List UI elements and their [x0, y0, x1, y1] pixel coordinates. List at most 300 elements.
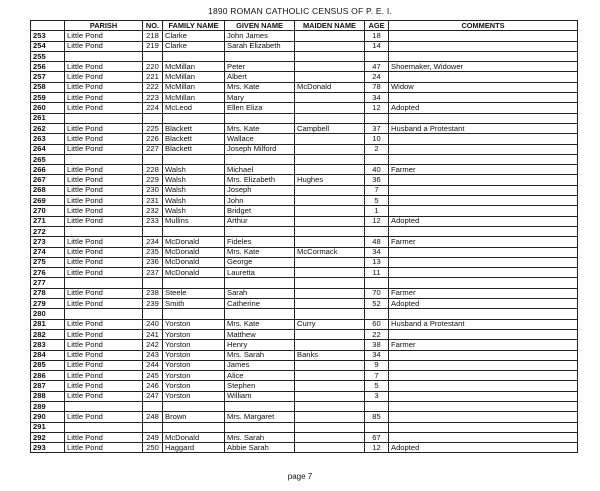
- table-row: [31, 371, 578, 381]
- family-name-cell: McLeod: [163, 103, 225, 113]
- table-row: [31, 309, 578, 319]
- comments-cell: [389, 278, 578, 288]
- family-name-cell: Brown: [163, 412, 225, 422]
- number-cell: 224: [143, 103, 163, 113]
- number-cell: 229: [143, 175, 163, 185]
- maiden-name-cell: [295, 412, 365, 422]
- number-cell: 241: [143, 329, 163, 339]
- number-cell: 248: [143, 412, 163, 422]
- age-cell: 5: [365, 381, 389, 391]
- given-name-cell: Henry: [225, 340, 295, 350]
- family-name-cell: [163, 226, 225, 236]
- number-cell: [143, 51, 163, 61]
- row-number-cell: 255: [31, 51, 65, 61]
- comments-cell: Adopted: [389, 443, 578, 453]
- comments-cell: Farmer: [389, 237, 578, 247]
- table-row: [31, 175, 578, 185]
- parish-cell: [65, 226, 143, 236]
- header-maiden-name: MAIDEN NAME: [295, 21, 365, 31]
- header-no: NO.: [143, 21, 163, 31]
- comments-cell: [389, 360, 578, 370]
- table-row: [31, 123, 578, 133]
- family-name-cell: McDonald: [163, 237, 225, 247]
- row-number-cell: 262: [31, 123, 65, 133]
- row-number-cell: 292: [31, 432, 65, 442]
- parish-cell: Little Pond: [65, 31, 143, 41]
- parish-cell: [65, 113, 143, 123]
- maiden-name-cell: [295, 329, 365, 339]
- age-cell: 1: [365, 206, 389, 216]
- row-number-cell: 280: [31, 309, 65, 319]
- table-row: [31, 288, 578, 298]
- comments-cell: [389, 309, 578, 319]
- header-row: [31, 21, 578, 31]
- age-cell: 78: [365, 82, 389, 92]
- row-number-cell: 291: [31, 422, 65, 432]
- row-number-cell: 265: [31, 154, 65, 164]
- family-name-cell: Yorston: [163, 391, 225, 401]
- given-name-cell: John James: [225, 31, 295, 41]
- given-name-cell: Joseph: [225, 185, 295, 195]
- given-name-cell: Mrs. Kate: [225, 319, 295, 329]
- given-name-cell: Sarah Elizabeth: [225, 41, 295, 51]
- maiden-name-cell: [295, 288, 365, 298]
- maiden-name-cell: McDonald: [295, 82, 365, 92]
- parish-cell: Little Pond: [65, 360, 143, 370]
- comments-cell: [389, 93, 578, 103]
- parish-cell: Little Pond: [65, 257, 143, 267]
- table-row: [31, 391, 578, 401]
- row-number-cell: 272: [31, 226, 65, 236]
- age-cell: 85: [365, 412, 389, 422]
- maiden-name-cell: McCormack: [295, 247, 365, 257]
- comments-cell: Adopted: [389, 103, 578, 113]
- given-name-cell: John: [225, 196, 295, 206]
- comments-cell: [389, 72, 578, 82]
- number-cell: 222: [143, 82, 163, 92]
- parish-cell: Little Pond: [65, 82, 143, 92]
- table-row: [31, 206, 578, 216]
- given-name-cell: Lauretta: [225, 268, 295, 278]
- given-name-cell: [225, 422, 295, 432]
- table-row: [31, 268, 578, 278]
- number-cell: 250: [143, 443, 163, 453]
- age-cell: 10: [365, 134, 389, 144]
- row-number-cell: 289: [31, 401, 65, 411]
- parish-cell: Little Pond: [65, 237, 143, 247]
- age-cell: 18: [365, 31, 389, 41]
- row-number-cell: 266: [31, 165, 65, 175]
- age-cell: 60: [365, 319, 389, 329]
- header-age: AGE: [365, 21, 389, 31]
- given-name-cell: James: [225, 360, 295, 370]
- given-name-cell: Michael: [225, 165, 295, 175]
- row-number-cell: 271: [31, 216, 65, 226]
- parish-cell: Little Pond: [65, 381, 143, 391]
- row-number-cell: 263: [31, 134, 65, 144]
- maiden-name-cell: [295, 371, 365, 381]
- maiden-name-cell: [295, 134, 365, 144]
- family-name-cell: McMillan: [163, 62, 225, 72]
- comments-cell: Husband a Protestant: [389, 319, 578, 329]
- family-name-cell: Smith: [163, 299, 225, 309]
- family-name-cell: Walsh: [163, 175, 225, 185]
- maiden-name-cell: [295, 185, 365, 195]
- given-name-cell: [225, 401, 295, 411]
- number-cell: 218: [143, 31, 163, 41]
- number-cell: [143, 154, 163, 164]
- maiden-name-cell: [295, 72, 365, 82]
- parish-cell: [65, 51, 143, 61]
- parish-cell: Little Pond: [65, 371, 143, 381]
- maiden-name-cell: [295, 299, 365, 309]
- parish-cell: Little Pond: [65, 93, 143, 103]
- age-cell: 24: [365, 72, 389, 82]
- table-row: [31, 144, 578, 154]
- given-name-cell: Peter: [225, 62, 295, 72]
- family-name-cell: Blackett: [163, 134, 225, 144]
- age-cell: [365, 422, 389, 432]
- parish-cell: Little Pond: [65, 103, 143, 113]
- maiden-name-cell: Curry: [295, 319, 365, 329]
- given-name-cell: [225, 113, 295, 123]
- maiden-name-cell: [295, 196, 365, 206]
- maiden-name-cell: [295, 93, 365, 103]
- age-cell: 7: [365, 185, 389, 195]
- family-name-cell: Haggard: [163, 443, 225, 453]
- age-cell: 34: [365, 93, 389, 103]
- comments-cell: Farmer: [389, 340, 578, 350]
- comments-cell: Shoemaker, Widower: [389, 62, 578, 72]
- parish-cell: Little Pond: [65, 134, 143, 144]
- table-body: [31, 31, 578, 453]
- number-cell: [143, 113, 163, 123]
- row-number-cell: 287: [31, 381, 65, 391]
- number-cell: 237: [143, 268, 163, 278]
- row-number-cell: 256: [31, 62, 65, 72]
- given-name-cell: Mrs. Kate: [225, 82, 295, 92]
- parish-cell: Little Pond: [65, 443, 143, 453]
- maiden-name-cell: [295, 154, 365, 164]
- parish-cell: Little Pond: [65, 165, 143, 175]
- age-cell: [365, 278, 389, 288]
- comments-cell: [389, 268, 578, 278]
- maiden-name-cell: [295, 391, 365, 401]
- age-cell: [365, 226, 389, 236]
- number-cell: 234: [143, 237, 163, 247]
- number-cell: 230: [143, 185, 163, 195]
- maiden-name-cell: [295, 216, 365, 226]
- family-name-cell: McMillan: [163, 72, 225, 82]
- comments-cell: [389, 196, 578, 206]
- age-cell: 22: [365, 329, 389, 339]
- number-cell: 227: [143, 144, 163, 154]
- table-row: [31, 401, 578, 411]
- table-row: [31, 226, 578, 236]
- row-number-cell: 279: [31, 299, 65, 309]
- parish-cell: Little Pond: [65, 268, 143, 278]
- maiden-name-cell: [295, 51, 365, 61]
- maiden-name-cell: Campbell: [295, 123, 365, 133]
- row-number-cell: 261: [31, 113, 65, 123]
- given-name-cell: Joseph Milford: [225, 144, 295, 154]
- age-cell: 3: [365, 391, 389, 401]
- maiden-name-cell: [295, 360, 365, 370]
- maiden-name-cell: [295, 31, 365, 41]
- number-cell: 219: [143, 41, 163, 51]
- parish-cell: Little Pond: [65, 432, 143, 442]
- parish-cell: Little Pond: [65, 62, 143, 72]
- number-cell: 226: [143, 134, 163, 144]
- row-number-cell: 259: [31, 93, 65, 103]
- parish-cell: Little Pond: [65, 144, 143, 154]
- family-name-cell: McDonald: [163, 257, 225, 267]
- given-name-cell: Mrs. Sarah: [225, 350, 295, 360]
- age-cell: 37: [365, 123, 389, 133]
- age-cell: 2: [365, 144, 389, 154]
- comments-cell: [389, 412, 578, 422]
- comments-cell: [389, 185, 578, 195]
- parish-cell: Little Pond: [65, 350, 143, 360]
- number-cell: 244: [143, 360, 163, 370]
- comments-cell: [389, 226, 578, 236]
- maiden-name-cell: [295, 401, 365, 411]
- given-name-cell: Matthew: [225, 329, 295, 339]
- parish-cell: Little Pond: [65, 185, 143, 195]
- number-cell: [143, 422, 163, 432]
- table-row: [31, 165, 578, 175]
- row-number-cell: 270: [31, 206, 65, 216]
- parish-cell: Little Pond: [65, 329, 143, 339]
- row-number-cell: 268: [31, 185, 65, 195]
- comments-cell: [389, 422, 578, 432]
- table-row: [31, 319, 578, 329]
- given-name-cell: Mary: [225, 93, 295, 103]
- age-cell: 52: [365, 299, 389, 309]
- parish-cell: Little Pond: [65, 247, 143, 257]
- table-row: [31, 154, 578, 164]
- age-cell: [365, 154, 389, 164]
- comments-cell: [389, 432, 578, 442]
- table-row: [31, 134, 578, 144]
- family-name-cell: Walsh: [163, 196, 225, 206]
- table-row: [31, 103, 578, 113]
- table-row: [31, 237, 578, 247]
- maiden-name-cell: [295, 103, 365, 113]
- maiden-name-cell: [295, 144, 365, 154]
- row-number-cell: 253: [31, 31, 65, 41]
- maiden-name-cell: [295, 432, 365, 442]
- family-name-cell: Walsh: [163, 165, 225, 175]
- row-number-cell: 273: [31, 237, 65, 247]
- parish-cell: Little Pond: [65, 340, 143, 350]
- maiden-name-cell: [295, 206, 365, 216]
- parish-cell: Little Pond: [65, 412, 143, 422]
- age-cell: [365, 113, 389, 123]
- family-name-cell: Yorston: [163, 360, 225, 370]
- maiden-name-cell: [295, 62, 365, 72]
- age-cell: 12: [365, 103, 389, 113]
- parish-cell: [65, 309, 143, 319]
- age-cell: 34: [365, 247, 389, 257]
- given-name-cell: Abbie Sarah: [225, 443, 295, 453]
- maiden-name-cell: [295, 278, 365, 288]
- table-row: [31, 31, 578, 41]
- parish-cell: [65, 422, 143, 432]
- age-cell: [365, 309, 389, 319]
- family-name-cell: Yorston: [163, 319, 225, 329]
- given-name-cell: Sarah: [225, 288, 295, 298]
- header-parish: PARISH: [65, 21, 143, 31]
- table-header: [31, 21, 578, 31]
- given-name-cell: Alice: [225, 371, 295, 381]
- family-name-cell: Clarke: [163, 41, 225, 51]
- maiden-name-cell: [295, 340, 365, 350]
- number-cell: [143, 401, 163, 411]
- row-number-cell: 267: [31, 175, 65, 185]
- comments-cell: Farmer: [389, 165, 578, 175]
- given-name-cell: Wallace: [225, 134, 295, 144]
- comments-cell: [389, 247, 578, 257]
- header-given-name: GIVEN NAME: [225, 21, 295, 31]
- row-number-cell: 254: [31, 41, 65, 51]
- document-title: 1890 ROMAN CATHOLIC CENSUS OF P. E. I.: [208, 6, 392, 16]
- table-row: [31, 185, 578, 195]
- age-cell: 5: [365, 196, 389, 206]
- comments-cell: [389, 257, 578, 267]
- table-row: [31, 82, 578, 92]
- census-table: [30, 20, 578, 453]
- table-row: [31, 443, 578, 453]
- comments-cell: [389, 206, 578, 216]
- number-cell: 235: [143, 247, 163, 257]
- number-cell: [143, 278, 163, 288]
- given-name-cell: [225, 309, 295, 319]
- parish-cell: [65, 278, 143, 288]
- row-number-cell: 282: [31, 329, 65, 339]
- row-number-cell: 284: [31, 350, 65, 360]
- maiden-name-cell: Hughes: [295, 175, 365, 185]
- maiden-name-cell: [295, 309, 365, 319]
- age-cell: 12: [365, 216, 389, 226]
- number-cell: 238: [143, 288, 163, 298]
- age-cell: 14: [365, 41, 389, 51]
- table-row: [31, 340, 578, 350]
- family-name-cell: [163, 278, 225, 288]
- family-name-cell: [163, 51, 225, 61]
- comments-cell: [389, 381, 578, 391]
- comments-cell: [389, 350, 578, 360]
- number-cell: 249: [143, 432, 163, 442]
- number-cell: 231: [143, 196, 163, 206]
- row-number-cell: 283: [31, 340, 65, 350]
- comments-cell: [389, 144, 578, 154]
- number-cell: 221: [143, 72, 163, 82]
- maiden-name-cell: [295, 113, 365, 123]
- family-name-cell: Clarke: [163, 31, 225, 41]
- number-cell: 247: [143, 391, 163, 401]
- family-name-cell: [163, 422, 225, 432]
- header-comments: COMMENTS: [389, 21, 578, 31]
- comments-cell: [389, 175, 578, 185]
- parish-cell: Little Pond: [65, 72, 143, 82]
- number-cell: 243: [143, 350, 163, 360]
- comments-cell: [389, 51, 578, 61]
- comments-cell: Adopted: [389, 216, 578, 226]
- family-name-cell: Steele: [163, 288, 225, 298]
- maiden-name-cell: [295, 41, 365, 51]
- row-number-cell: 276: [31, 268, 65, 278]
- given-name-cell: Stephen: [225, 381, 295, 391]
- number-cell: 220: [143, 62, 163, 72]
- number-cell: 225: [143, 123, 163, 133]
- row-number-cell: 286: [31, 371, 65, 381]
- family-name-cell: McDonald: [163, 247, 225, 257]
- given-name-cell: [225, 226, 295, 236]
- age-cell: 11: [365, 268, 389, 278]
- row-number-cell: 277: [31, 278, 65, 288]
- age-cell: 9: [365, 360, 389, 370]
- age-cell: 48: [365, 237, 389, 247]
- family-name-cell: Blackett: [163, 144, 225, 154]
- family-name-cell: Mullins: [163, 216, 225, 226]
- header-family-name: FAMILY NAME: [163, 21, 225, 31]
- comments-cell: Farmer: [389, 288, 578, 298]
- number-cell: [143, 226, 163, 236]
- family-name-cell: [163, 401, 225, 411]
- number-cell: 236: [143, 257, 163, 267]
- family-name-cell: Yorston: [163, 371, 225, 381]
- given-name-cell: [225, 154, 295, 164]
- given-name-cell: [225, 51, 295, 61]
- age-cell: 70: [365, 288, 389, 298]
- table-row: [31, 257, 578, 267]
- table-row: [31, 432, 578, 442]
- number-cell: 240: [143, 319, 163, 329]
- table-row: [31, 51, 578, 61]
- age-cell: 47: [365, 62, 389, 72]
- table-row: [31, 350, 578, 360]
- parish-cell: Little Pond: [65, 175, 143, 185]
- number-cell: 246: [143, 381, 163, 391]
- row-number-cell: 269: [31, 196, 65, 206]
- table-row: [31, 278, 578, 288]
- comments-cell: Husband a Protestant: [389, 123, 578, 133]
- parish-cell: Little Pond: [65, 216, 143, 226]
- family-name-cell: Yorston: [163, 350, 225, 360]
- maiden-name-cell: [295, 257, 365, 267]
- age-cell: 36: [365, 175, 389, 185]
- row-number-cell: 275: [31, 257, 65, 267]
- number-cell: 233: [143, 216, 163, 226]
- maiden-name-cell: [295, 268, 365, 278]
- table-row: [31, 329, 578, 339]
- maiden-name-cell: [295, 381, 365, 391]
- parish-cell: Little Pond: [65, 196, 143, 206]
- number-cell: 232: [143, 206, 163, 216]
- maiden-name-cell: [295, 237, 365, 247]
- row-number-cell: 274: [31, 247, 65, 257]
- given-name-cell: Mrs. Elizabeth: [225, 175, 295, 185]
- row-number-cell: 260: [31, 103, 65, 113]
- comments-cell: [389, 391, 578, 401]
- comments-cell: Adopted: [389, 299, 578, 309]
- given-name-cell: [225, 278, 295, 288]
- row-number-cell: 258: [31, 82, 65, 92]
- parish-cell: [65, 154, 143, 164]
- age-cell: [365, 401, 389, 411]
- number-cell: 228: [143, 165, 163, 175]
